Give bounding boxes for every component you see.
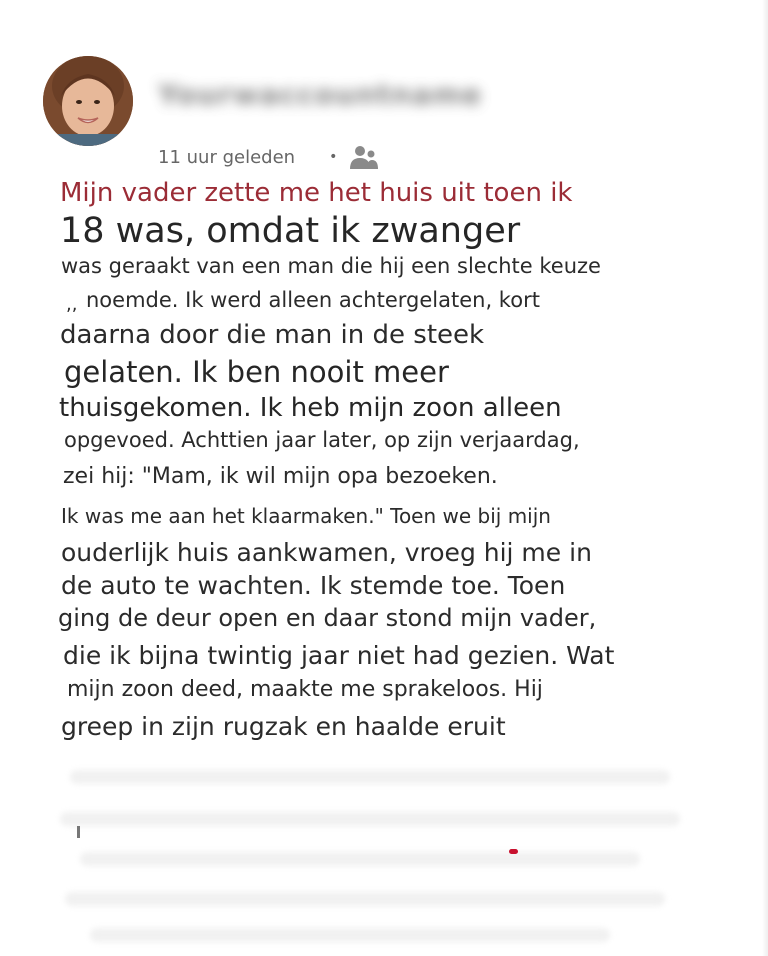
- page-edge: [762, 0, 768, 956]
- story-line-4: noemde. Ik werd alleen achtergelaten, kort: [86, 288, 540, 312]
- author-name[interactable]: Yourwaccountname: [158, 78, 483, 111]
- story-line-6: gelaten. Ik ben nooit meer: [64, 355, 449, 389]
- faded-line: [60, 812, 680, 826]
- red-speck: [509, 849, 518, 854]
- story-line-3: was geraakt van een man die hij een slechte keuze: [61, 254, 601, 278]
- story-line-14: die ik bijna twintig jaar niet had gezien. Wat: [63, 641, 615, 670]
- post-meta: [158, 144, 379, 170]
- story-line-13: ging de deur open en daar stond mijn vader,: [58, 604, 597, 632]
- group-icon[interactable]: [347, 144, 379, 170]
- faded-line: [80, 852, 640, 866]
- faded-line: [90, 928, 610, 942]
- story-line-15: mijn zoon deed, maakte me sprakeloos. Hij: [67, 677, 543, 702]
- erased-text-area: [60, 760, 700, 950]
- stray-mark: ,,: [66, 294, 78, 315]
- avatar[interactable]: [43, 56, 133, 146]
- avatar-image: [43, 56, 133, 146]
- story-line-9: zei hij: "Mam, ik wil mijn opa bezoeken.: [63, 464, 498, 489]
- story-line-1: Mijn vader zette me het huis uit toen ik: [60, 178, 573, 208]
- stray-speck: [77, 826, 80, 838]
- post-time[interactable]: 11 uur geleden: [158, 146, 296, 168]
- story-line-5: daarna door die man in de steek: [60, 320, 485, 350]
- meta-separator: •: [329, 149, 338, 165]
- story-line-10: Ik was me aan het klaarmaken." Toen we bij mijn: [61, 504, 551, 528]
- story-line-7: thuisgekomen. Ik heb mijn zoon alleen: [59, 393, 562, 423]
- story-line-11: ouderlijk huis aankwamen, vroeg hij me in: [61, 538, 592, 567]
- story-line-16: greep in zijn rugzak en haalde eruit: [61, 712, 506, 741]
- faded-line: [65, 892, 665, 906]
- story-line-8: opgevoed. Achttien jaar later, op zijn verjaardag,: [64, 428, 580, 452]
- story-line-12: de auto te wachten. Ik stemde toe. Toen: [61, 571, 566, 600]
- story-line-2: 18 was, omdat ik zwanger: [60, 211, 521, 251]
- faded-line: [70, 770, 670, 784]
